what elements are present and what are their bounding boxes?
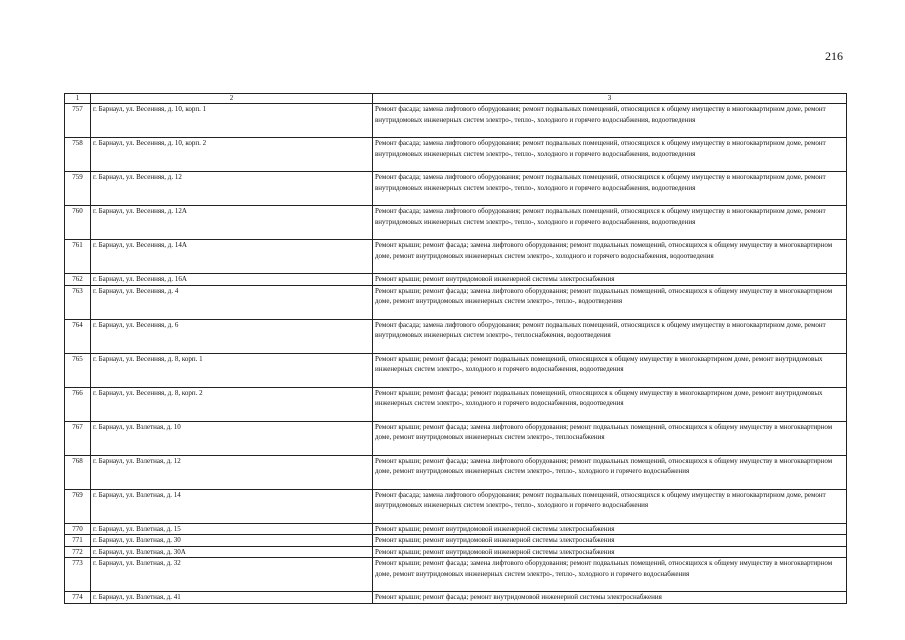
table-header-row: [65, 94, 847, 104]
row-works: Ремонт фасада; замена лифтового оборудования; ремонт подвальных помещений, относящихся к общему имуществу в многоквартирном доме, ремонт внутридомовых инженерных систем электро-, тепло-, холодного и горячего водоснабжения: [373, 489, 847, 523]
table-row: [65, 104, 847, 138]
table-row: [65, 421, 847, 455]
page-number: 216: [825, 49, 843, 63]
row-number: 766: [65, 387, 91, 421]
row-address: г. Барнаул, ул. Взлетная, д. 41: [91, 592, 373, 604]
row-number: 758: [65, 138, 91, 172]
row-number: 768: [65, 455, 91, 489]
row-number: 761: [65, 240, 91, 274]
table-row: [65, 455, 847, 489]
row-works: Ремонт крыши; ремонт фасада; замена лифтового оборудования; ремонт подвальных помещений, относящихся к общему имуществу в многоквартирном доме, ремонт внутридомовых инженерных систем электро-, тепло-, водоотведения: [373, 285, 847, 319]
repair-registry-table: [64, 93, 847, 604]
row-address: г. Барнаул, ул. Весенняя, д. 12: [91, 172, 373, 206]
row-works: Ремонт фасада; замена лифтового оборудования; ремонт подвальных помещений, относящихся к общему имуществу в многоквартирном доме, ремонт внутридомовых инженерных систем электро-, тепло-, холодного и горячего водоснабжения, водоотведения: [373, 104, 847, 138]
table-row: [65, 319, 847, 353]
row-address: г. Барнаул, ул. Взлетная, д. 32: [91, 558, 373, 592]
row-address: г. Барнаул, ул. Взлетная, д. 14: [91, 489, 373, 523]
table-row: [65, 274, 847, 286]
column-header-works: 3: [373, 94, 847, 104]
row-number: 774: [65, 592, 91, 604]
row-works: Ремонт крыши; ремонт фасада; замена лифтового оборудования; ремонт подвальных помещений, относящихся к общему имуществу в многоквартирном доме, ремонт внутридомовых инженерных систем электро-, холодного и горячего водоснабжения, водоотведения: [373, 240, 847, 274]
row-address: г. Барнаул, ул. Весенняя, д. 8, корп. 1: [91, 353, 373, 387]
table-row: [65, 546, 847, 558]
row-works: Ремонт фасада; замена лифтового оборудования; ремонт подвальных помещений, относящихся к общему имуществу в многоквартирном доме, ремонт внутридомовых инженерных систем электро-, тепло-, холодного и горячего водоснабжения, водоотведения: [373, 206, 847, 240]
row-works: Ремонт фасада; замена лифтового оборудования; ремонт подвальных помещений, относящихся к общему имуществу в многоквартирном доме, ремонт внутридомовых инженерных систем электро-, тепло-, холодного и горячего водоснабжения, водоотведения: [373, 138, 847, 172]
row-number: 772: [65, 546, 91, 558]
row-number: 764: [65, 319, 91, 353]
row-works: Ремонт крыши; ремонт внутридомовой инженерной системы электроснабжения: [373, 523, 847, 535]
row-number: 771: [65, 535, 91, 547]
table-row: [65, 240, 847, 274]
row-works: Ремонт крыши; ремонт внутридомовой инженерной системы электроснабжения: [373, 274, 847, 286]
row-address: г. Барнаул, ул. Весенняя, д. 4: [91, 285, 373, 319]
row-works: Ремонт крыши; ремонт внутридомовой инженерной системы электроснабжения: [373, 535, 847, 547]
row-number: 769: [65, 489, 91, 523]
row-address: г. Барнаул, ул. Взлетная, д. 30А: [91, 546, 373, 558]
row-address: г. Барнаул, ул. Весенняя, д. 12А: [91, 206, 373, 240]
row-address: г. Барнаул, ул. Взлетная, д. 30: [91, 535, 373, 547]
table-row: [65, 489, 847, 523]
row-address: г. Барнаул, ул. Взлетная, д. 15: [91, 523, 373, 535]
row-works: Ремонт крыши; ремонт внутридомовой инженерной системы электроснабжения: [373, 546, 847, 558]
row-number: 765: [65, 353, 91, 387]
table-row: [65, 535, 847, 547]
column-header-number: 1: [65, 94, 91, 104]
table-row: [65, 285, 847, 319]
row-number: 762: [65, 274, 91, 286]
row-number: 759: [65, 172, 91, 206]
row-address: г. Барнаул, ул. Весенняя, д. 6: [91, 319, 373, 353]
row-address: г. Барнаул, ул. Весенняя, д. 8, корп. 2: [91, 387, 373, 421]
table-row: [65, 387, 847, 421]
row-address: г. Барнаул, ул. Взлетная, д. 10: [91, 421, 373, 455]
row-number: 770: [65, 523, 91, 535]
row-number: 760: [65, 206, 91, 240]
table-row: [65, 592, 847, 604]
row-works: Ремонт крыши; ремонт фасада; замена лифтового оборудования; ремонт подвальных помещений, относящихся к общему имуществу в многоквартирном доме, ремонт внутридомовых инженерных систем электро-, теплоснабжения: [373, 421, 847, 455]
row-number: 767: [65, 421, 91, 455]
row-works: Ремонт крыши; ремонт фасада; ремонт подвальных помещений, относящихся к общему имуществу в многоквартирном доме, ремонт внутридомовых инженерных систем электро-, холодного и горячего водоснабжения, водоотведения: [373, 387, 847, 421]
row-number: 773: [65, 558, 91, 592]
row-address: г. Барнаул, ул. Весенняя, д. 16А: [91, 274, 373, 286]
row-works: Ремонт крыши; ремонт фасада; замена лифтового оборудования; ремонт подвальных помещений, относящихся к общему имуществу в многоквартирном доме, ремонт внутридомовых инженерных систем электро-, тепло-, холодного и горячего водоснабжения: [373, 558, 847, 592]
row-address: г. Барнаул, ул. Весенняя, д. 10, корп. 2: [91, 138, 373, 172]
table-row: [65, 206, 847, 240]
row-address: г. Барнаул, ул. Взлетная, д. 12: [91, 455, 373, 489]
row-number: 757: [65, 104, 91, 138]
table-row: [65, 558, 847, 592]
table-row: [65, 523, 847, 535]
row-number: 763: [65, 285, 91, 319]
row-works: Ремонт крыши; ремонт фасада; ремонт подвальных помещений, относящихся к общему имуществу в многоквартирном доме, ремонт внутридомовых инженерных систем электро-, холодного и горячего водоснабжения, водоотведения: [373, 353, 847, 387]
table-row: [65, 138, 847, 172]
row-works: Ремонт фасада; замена лифтового оборудования; ремонт подвальных помещений, относящихся к общему имуществу в многоквартирном доме, ремонт внутридомовых инженерных систем электро-, тепло-, холодного и горячего водоснабжения, водоотведения: [373, 172, 847, 206]
row-address: г. Барнаул, ул. Весенняя, д. 10, корп. 1: [91, 104, 373, 138]
table-row: [65, 353, 847, 387]
table-row: [65, 172, 847, 206]
row-works: Ремонт фасада; замена лифтового оборудования; ремонт подвальных помещений, относящихся к общему имуществу в многоквартирном доме, ремонт внутридомовых инженерных систем электро-, теплоснабжения, водоотведения: [373, 319, 847, 353]
row-works: Ремонт крыши; ремонт фасада; замена лифтового оборудования; ремонт подвальных помещений, относящихся к общему имуществу в многоквартирном доме, ремонт внутридомовых инженерных систем электро-, тепло-, холодного и горячего водоснабжения: [373, 455, 847, 489]
row-works: Ремонт крыши; ремонт фасада; ремонт внутридомовой инженерной системы электроснабжения: [373, 592, 847, 604]
row-address: г. Барнаул, ул. Весенняя, д. 14А: [91, 240, 373, 274]
column-header-address: 2: [91, 94, 373, 104]
